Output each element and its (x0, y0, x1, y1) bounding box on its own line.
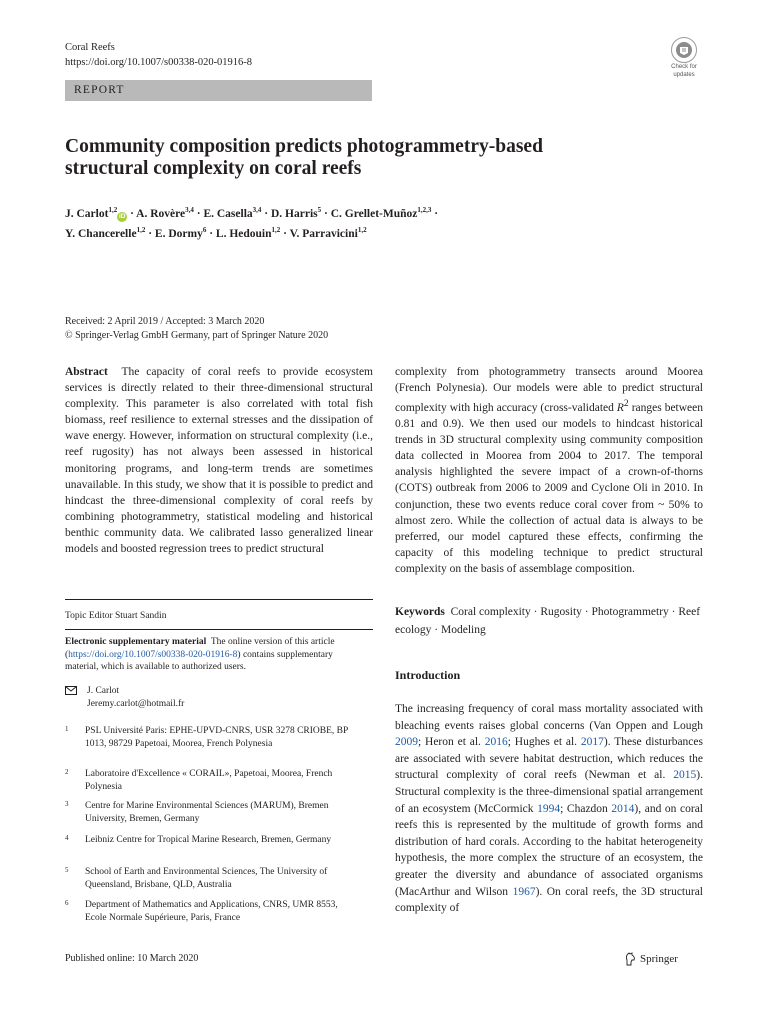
divider (65, 599, 373, 600)
intro-text-segment: ; Heron et al. (418, 736, 485, 749)
orcid-icon[interactable]: iD (118, 212, 126, 220)
author-affiliation-sup: 3,4 (252, 206, 262, 214)
affiliation-text: Department of Mathematics and Applications, CNRS, UMR 8553, Ecole Normale Supérieure, Paris, France (85, 900, 338, 923)
intro-text-segment: ; Hughes et al. (507, 736, 581, 749)
correspondence-name: J. Carlot (87, 686, 120, 696)
keyword: Modeling (441, 624, 486, 636)
envelope-icon (65, 686, 77, 700)
citation-link[interactable]: 2015 (673, 769, 697, 782)
author-name[interactable]: L. Hedouin (215, 227, 272, 240)
author-separator: · (206, 227, 216, 240)
intro-text-segment: ). These disturbances are associated with severe habitat destruction, which reduces the structural complexity of coral reefs (Newman et al. (395, 736, 703, 782)
affiliation-number: 4 (65, 834, 69, 842)
author-name[interactable]: J. Carlot (65, 207, 109, 220)
intro-text-segment: ; Chazdon (560, 802, 612, 815)
keyword-separator: · (530, 606, 541, 618)
affiliation-text: School of Earth and Environmental Sciences, The University of Queensland, Brisbane, QLD, Australia (85, 867, 328, 890)
section-label: REPORT (65, 80, 372, 101)
author-affiliation-sup: 1,2,3 (417, 206, 432, 214)
publisher-name: Springer (640, 953, 678, 965)
author-list (65, 202, 545, 242)
affiliation-number: 5 (65, 866, 69, 874)
citation-link[interactable]: 1967 (512, 885, 536, 898)
author-separator: · (127, 207, 137, 220)
author-name[interactable]: V. Parravicini (289, 227, 358, 240)
check-for-updates-badge[interactable] (664, 37, 704, 78)
topic-editor: Topic Editor Stuart Sandin (65, 611, 167, 621)
published-date: Published online: 10 March 2020 (65, 953, 199, 964)
introduction-text (395, 701, 703, 917)
abstract-label: Abstract (65, 366, 108, 378)
citation-link[interactable]: 1994 (537, 802, 561, 815)
esm-label: Electronic supplementary material (65, 637, 207, 647)
intro-text-segment: The increasing frequency of coral mass mortality associated with bleaching events raises global concerns (Van Oppen and Lough (395, 703, 703, 732)
esm-text-2: ) contains supplementary material, which is available to authorized users. (65, 649, 333, 673)
author-name[interactable]: Y. Chancerelle (65, 227, 137, 240)
author-separator: · (321, 207, 331, 220)
citation-link[interactable]: 2014 (611, 802, 635, 815)
affiliation-text: PSL Université Paris: EPHE-UPVD-CNRS, USR 3278 CRIOBE, BP 1013, 98729 Papetoai, Moorea, French Polynesia (85, 726, 348, 749)
author-name[interactable]: D. Harris (271, 207, 318, 220)
keywords-label: Keywords (395, 606, 445, 618)
publisher-logo (624, 952, 678, 966)
citation-link[interactable]: 2016 (484, 736, 508, 749)
author-name[interactable]: C. Grellet-Muñoz (330, 207, 418, 220)
author-separator: · (431, 207, 439, 220)
keywords (395, 603, 703, 639)
author-affiliation-sup: 3,4 (185, 206, 194, 214)
abstract-text-left: The capacity of coral reefs to provide ecosystem services is directly related to their three-dimensional structural complexity. This parameter is also correlated with total fish biomass, reef resilience to external stresses and the dissipation of wave energy. However, information on structural complexity (i.e., reef rugosity) has not always been assessed in historical monitoring programs, and long-term trends are sometimes unavailable. In this study, we show that it is possible to predict and hindcast the three-dimensional complexity of coral reefs by combining photogrammetry, statistical modeling and historical benthic community data. We calibrated lasso generalized linear models and boosted regression trees to predict structural (65, 366, 373, 556)
springer-horse-icon (624, 952, 636, 966)
author-affiliation-sup: 1,2 (136, 225, 146, 234)
affiliation-text: Centre for Marine Environmental Sciences (MARUM), Bremen University, Bremen, Germany (85, 801, 329, 824)
divider (65, 629, 373, 630)
keyword-separator: · (668, 606, 679, 618)
author-separator: · (261, 207, 271, 220)
doi-link[interactable]: https://doi.org/10.1007/s00338-020-01916-8 (65, 57, 253, 68)
author-affiliation-sup: 1,2 (357, 225, 367, 234)
esm-link[interactable]: https://doi.org/10.1007/s00338-020-01916-8 (68, 649, 238, 660)
copyright-line: © Springer-Verlag GmbH Germany, part of Springer Nature 2020 (65, 330, 329, 341)
author-separator: · (145, 227, 155, 240)
intro-text-segment: ). On coral reefs, the 3D structural complexity of (395, 885, 703, 915)
author-affiliation-sup: 1,2 (108, 206, 118, 214)
affiliation-text: Laboratoire d'Excellence « CORAIL», Papetoai, Moorea, French Polynesia (85, 769, 333, 792)
abstract-text-right-2: ranges between 0.81 and 0.9). We then used our models to hindcast historical trends in 3D structural complexity using community composition data collected in Moorea from 2004 to 2017. The temporal analysis highlighted the severe impact of a crown-of-thorns (COTS) outbreak from 2006 to 2009 and Cyclone Oli in 2010. In conjunction, these two events reduce coral cover from ~ 50% to almost zero. While the collection of actual data is always to be preferred, our model captured these effects, confirming the capacity of this modeling technique to predict structural complexity on the basis of assemblage composition. (395, 402, 704, 575)
correspondence-email[interactable]: Jeremy.carlot@hotmail.fr (87, 699, 185, 709)
r2-symbol: R (616, 402, 624, 415)
author-name[interactable]: E. Dormy (154, 227, 203, 240)
author-affiliation-sup: 5 (317, 206, 322, 214)
author-affiliation-sup: 6 (202, 225, 207, 234)
esm-text-1: The online version of this article ( (65, 637, 335, 660)
affiliation-number: 3 (65, 800, 69, 808)
keyword: Coral complexity (450, 606, 531, 618)
keyword: Photogrammetry (591, 606, 669, 618)
citation-link[interactable]: 2017 (580, 736, 604, 749)
r2-sup: 2 (623, 398, 629, 410)
keyword-separator: · (581, 606, 592, 618)
affiliation-number: 2 (65, 768, 69, 776)
supplementary-material-note (65, 636, 357, 674)
author-name[interactable]: E. Casella (203, 207, 253, 220)
affiliation-number: 6 (65, 899, 69, 907)
section-heading: Introduction (395, 668, 461, 682)
badge-text-1: Check for (671, 64, 697, 70)
abstract-column-left (65, 364, 373, 557)
affiliation-text: Leibniz Centre for Tropical Marine Research, Bremen, Germany (85, 835, 332, 845)
author-affiliation-sup: 1,2 (271, 225, 281, 234)
journal-name: Coral Reefs (65, 42, 115, 53)
badge-text-2: updates (673, 71, 695, 78)
intro-text-segment: ), and on coral reefs this is represented by the multitude of growth forms and distribution of hard corals. According to the habitat heterogeneity hypothesis, the more complex the structure of an ecosystem, the greater the diversity and abundance of associated organisms (MacArthur and Wilson (395, 802, 704, 898)
article-title: Community composition predicts photogrammetry-based structural complexity on coral reefs (65, 136, 543, 179)
author-separator: · (193, 207, 204, 220)
abstract-column-right (395, 364, 703, 577)
keyword-separator: · (431, 624, 441, 636)
intro-text-segment: ). Structural complexity is the three-dimensional spatial arrangement of an ecosystem (McCormick (395, 769, 703, 815)
abstract-text-right-1: complexity from photogrammetry transects around Moorea (French Polynesia). Our models were able to predict structural complexity with high accuracy (cross-validated (395, 366, 703, 415)
received-accepted-dates: Received: 2 April 2019 / Accepted: 3 March 2020 (65, 316, 265, 327)
affiliation-number: 1 (65, 725, 69, 733)
check-for-updates-icon (671, 37, 697, 63)
citation-link[interactable]: 2009 (395, 736, 418, 749)
author-name[interactable]: A. Rovère (136, 207, 186, 220)
keyword: Reef ecology (395, 606, 701, 636)
author-separator: · (280, 227, 290, 240)
keyword: Rugosity (540, 606, 582, 618)
